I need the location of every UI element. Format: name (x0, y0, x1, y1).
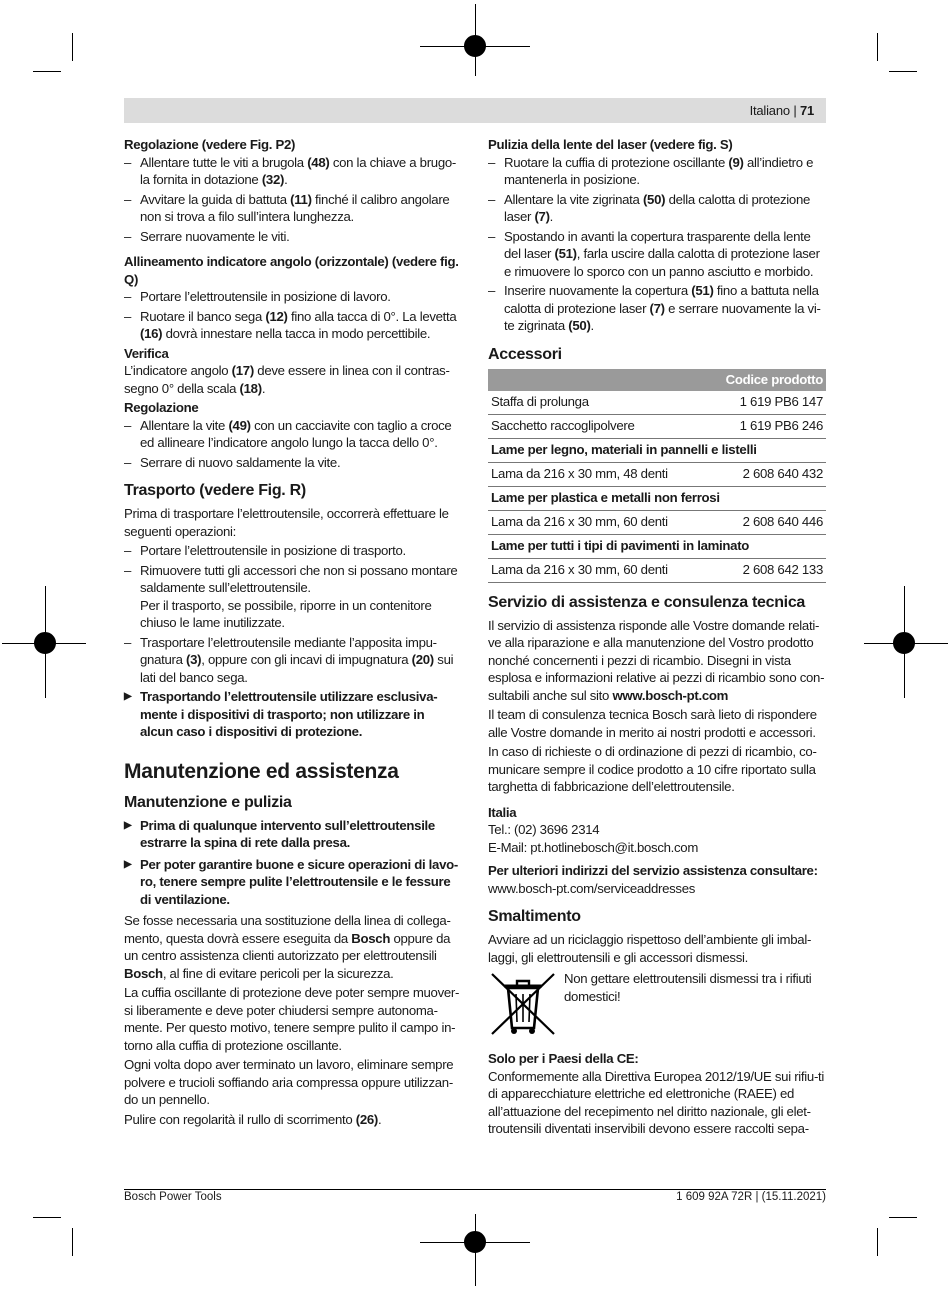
registration-mark (34, 632, 56, 654)
product-code: 2 608 642 133 (704, 558, 826, 582)
paragraph: Conformemente alla Direttiva Europea 2012/19/UE sui rifiu-ti di apparecchiature elettriche ed elettroniche (RAEE) ed all’attuazione del recepimento nel diritto nazionale, gli elet-troutensili diventati inservibili devono essere raccolti sepa- (488, 1068, 825, 1136)
crop-mark (877, 33, 878, 61)
product-name: Lama da 216 x 30 mm, 60 denti (488, 558, 704, 582)
country-name: Italia (488, 804, 517, 820)
section-title: Regolazione (vedere Fig. P2) (124, 137, 296, 152)
paragraph: Prima di trasportare l’elettroutensile, occorrerà effettuare le seguenti operazioni: (124, 506, 449, 539)
list-item: – Trasportare l’elettroutensile mediante l’apposita impu-gnatura (3), oppure con gli incavi di impugnatura (20) sui lati del banco sega. (124, 634, 460, 687)
product-name: Staffa di prolunga (488, 391, 704, 415)
page-number: 71 (799, 103, 814, 118)
table-row (488, 391, 826, 415)
group-label: Lame per tutti i tipi di pavimenti in laminato (488, 534, 826, 558)
list-item: – Portare l’elettroutensile in posizione di trasporto. (124, 542, 460, 560)
group-label: Lame per legno, materiali in pannelli e listelli (488, 438, 826, 462)
product-code: 1 619 PB6 246 (704, 414, 826, 438)
list-item: – Allentare tutte le viti a brugola (48) con la chiave a brugo-la fornita in dotazione (32). (124, 154, 460, 189)
list-item: – Spostando in avanti la copertura trasparente della lente del laser (51), farla uscire dalla calotta di protezione laser e rimuovere lo sporco con un panno asciutto e morbido. (488, 228, 826, 281)
table-row (488, 462, 826, 486)
header-language: Italiano (749, 103, 790, 118)
section-heading: Servizio di assistenza e consulenza tecnica (488, 593, 806, 611)
weee-text: Non gettare elettroutensili dismessi tra i rifiuti domestici! (564, 971, 812, 1004)
footer-doc-number: 1 609 92A 72R | (15.11.2021) (676, 1191, 826, 1203)
crossed-out-bin-icon (488, 970, 558, 1038)
crop-mark (72, 1228, 73, 1256)
paragraph: L’indicatore angolo (17) deve essere in linea con il contras-segno 0° della scala (18). (124, 363, 450, 396)
column-header: Codice prodotto (704, 369, 826, 391)
table-group-row (488, 534, 826, 558)
crop-mark (33, 1217, 61, 1218)
product-code: 1 619 PB6 147 (704, 391, 826, 415)
group-label: Lame per plastica e metalli non ferrosi (488, 486, 826, 510)
paragraph: Se fosse necessaria una sostituzione della linea di collega-mento, questa dovrà essere eseguita da Bosch oppure da un centro assistenza clienti autorizzato per elettroutensili Bosch, al fine di evitare pericoli per la sicurezza. (124, 913, 451, 981)
accessories-table (488, 369, 826, 583)
section-title: Pulizia della lente del laser (vedere fig. S) (488, 137, 733, 152)
subsection-title: Solo per i Paesi della CE: (488, 1051, 639, 1066)
section-heading: Accessori (488, 345, 562, 363)
crop-mark (889, 71, 917, 72)
warning-item: ▶ Trasportando l’elettroutensile utilizzare esclusiva-mente i dispositivi di trasporto; non utilizzare in alcun caso i dispositivi di protezione. (124, 688, 460, 741)
footer-brand: Bosch Power Tools (124, 1191, 222, 1203)
registration-mark (893, 632, 915, 654)
table-group-row (488, 438, 826, 462)
section-title: Allineamento indicatore angolo (orizzontale) (vedere fig. Q) (124, 254, 459, 287)
list-item: – Rimuovere tutti gli accessori che non si possano montare saldamente sull’elettroutensile. Per il trasporto, se possibile, riporre in un contenitore chiuso le lame inutilizzate. (124, 562, 460, 632)
paragraph: Pulire con regolarità il rullo di scorrimento (26). (124, 1111, 382, 1127)
section-heading: Smaltimento (488, 908, 581, 925)
paragraph: Ogni volta dopo aver terminato un lavoro, eliminare sempre polvere e trucioli soffiando aria compressa oppure utilizzan-do un pennello. (124, 1057, 454, 1107)
table-row (488, 558, 826, 582)
product-code: 2 608 640 446 (704, 510, 826, 534)
weee-notice (488, 970, 826, 1038)
registration-mark (464, 35, 486, 57)
warning-item: ▶ Per poter garantire buone e sicure operazioni di lavo-ro, tenere sempre pulite l’elettroutensile e le fessure di ventilazione. (124, 856, 460, 909)
list-item: – Allentare la vite (49) con un cacciavite con taglio a croce ed allineare l’indicatore angolo lungo la tacca dello 0°. (124, 417, 460, 452)
right-column (488, 136, 826, 1140)
table-row (488, 510, 826, 534)
product-code: 2 608 640 432 (704, 462, 826, 486)
paragraph: Avviare ad un riciclaggio rispettoso dell’ambiente gli imbal-laggi, gli elettroutensili e gli accessori dismessi. (488, 932, 812, 965)
phone-number: Tel.: (02) 3696 2314 (488, 822, 600, 837)
table-group-row (488, 486, 826, 510)
list-item: – Serrare di nuovo saldamente la vite. (124, 454, 460, 472)
product-name: Lama da 216 x 30 mm, 60 denti (488, 510, 704, 534)
more-addresses-title: Per ulteriori indirizzi del servizio assistenza consultare: (488, 863, 818, 878)
list-item: – Portare l’elettroutensile in posizione di lavoro. (124, 288, 460, 306)
left-column (124, 136, 460, 1130)
registration-mark (464, 1231, 486, 1253)
chapter-heading: Manutenzione ed assistenza (124, 759, 399, 783)
list-item: – Avvitare la guida di battuta (11) finché il calibro angolare non si trova a filo sull’intera lunghezza. (124, 191, 460, 226)
crop-mark (877, 1228, 878, 1256)
crop-mark (889, 1217, 917, 1218)
page-header (750, 103, 814, 118)
product-name: Lama da 216 x 30 mm, 48 denti (488, 462, 704, 486)
header-separator: | (793, 103, 797, 118)
table-header-row (488, 369, 826, 391)
paragraph: Il servizio di assistenza risponde alle Vostre domande relati-ve alla riparazione e alla manutenzione del Vostro prodotto nonché concernenti i pezzi di ricambio. Disegni in vista esplosa e informazioni relative ai pezzi di ricambio sono con-sultabili anche sul sito www.bosch-pt.com (488, 617, 825, 703)
email-address: E-Mail: pt.hotlinebosch@it.bosch.com (488, 839, 699, 855)
paragraph: La cuffia oscillante di protezione deve poter sempre muover-si liberamente e deve poter chiudersi sempre autonoma-mente. Per questo motivo, tenere sempre pulito il campo in-torno alla cuffia di protezione oscillante. (124, 985, 460, 1053)
list-item: – Inserire nuovamente la copertura (51) fino a battuta nella calotta di protezione laser (7) e serrare nuovamente la vi-te zigrinata (50). (488, 282, 826, 335)
list-item: – Ruotare il banco sega (12) fino alla tacca di 0°. La levetta (16) dovrà innestare nella tacca in modo percettibile. (124, 308, 460, 343)
paragraph: Il team di consulenza tecnica Bosch sarà lieto di rispondere alle Vostre domande in merito ai nostri prodotti e accessori. (488, 707, 817, 740)
crop-mark (33, 71, 61, 72)
product-name: Sacchetto raccoglipolvere (488, 414, 704, 438)
service-url: www.bosch-pt.com/serviceaddresses (488, 880, 696, 896)
section-heading: Trasporto (vedere Fig. R) (124, 482, 306, 499)
table-row (488, 414, 826, 438)
header-bar (124, 98, 826, 123)
warning-item: ▶ Prima di qualunque intervento sull’elettroutensile estrarre la spina di rete dalla presa. (124, 817, 460, 852)
subsection-title: Regolazione (124, 400, 199, 415)
list-item: – Ruotare la cuffia di protezione oscillante (9) all’indietro e mantenerla in posizione. (488, 154, 826, 189)
list-item: – Allentare la vite zigrinata (50) della calotta di protezione laser (7). (488, 191, 826, 226)
footer-rule (124, 1189, 826, 1190)
list-item: – Serrare nuovamente le viti. (124, 228, 460, 246)
section-heading: Manutenzione e pulizia (124, 793, 292, 811)
subsection-title: Verifica (124, 345, 169, 361)
crop-mark (72, 33, 73, 61)
paragraph: In caso di richieste o di ordinazione di pezzi di ricambio, co-municare sempre il codice prodotto a 10 cifre riportato sulla targhetta di fabbricazione dell’elettroutensile. (488, 744, 817, 794)
